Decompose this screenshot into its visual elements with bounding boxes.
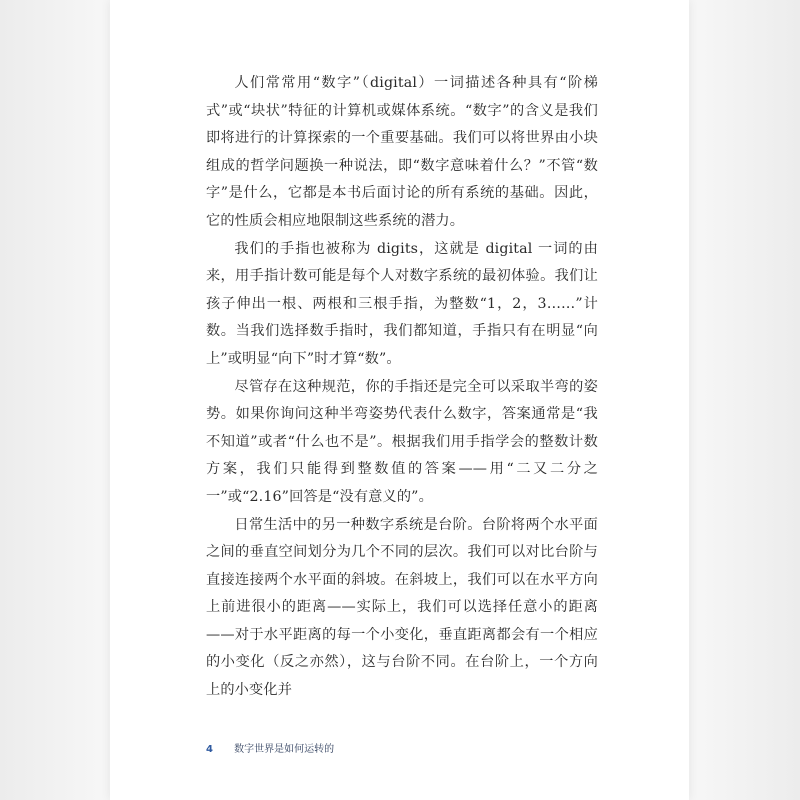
running-title: 数字世界是如何运转的 [234,744,335,755]
paragraph-2: 我们的手指也被称为 digits，这就是 digital 一词的由来，用手指计数可能是每个人对数字系统的最初体验。我们让孩子伸出一根、两根和三根手指，为整数“1，2，3……”计数。当我们选择数手指时，我们都知道，手指只有在明显“向上”或明显“向下”时才算“数”。 [206,240,598,367]
paragraph-4: 日常生活中的另一种数字系统是台阶。台阶将两个水平面之间的垂直空间划分为几个不同的层次。我们可以对比台阶与直接连接两个水平面的斜坡。在斜坡上，我们可以在水平方向上前进很小的距离——实际上，我们可以选择任意小的距离——对于水平距离的每一个小变化，垂直距离都会有一个相应的小变化（反之亦然），这与台阶不同。在台阶上，一个方向上的小变化并 [206,516,598,699]
paragraph-3: 尽管存在这种规范，你的手指还是完全可以采取半弯的姿势。如果你询问这种半弯姿势代表什么数字，答案通常是“我不知道”或者“什么也不是”。根据我们用手指学会的整数计数方案，我们只能得到整数值的答案——用“二又二分之一”或“2.16”回答是“没有意义的”。 [206,378,598,505]
paragraph-1: 人们常常用“数字”（digital）一词描述各种具有“阶梯式”或“块状”特征的计算机或媒体系统。“数字”的含义是我们即将进行的计算探索的一个重要基础。我们可以将世界由小块组成的哲学问题换一种说法，即“数字意味着什么？”不管“数字”是什么，它都是本书后面讨论的所有系统的基础。因此，它的性质会相应地限制这些系统的潜力。 [206,75,598,229]
page-footer [206,740,334,755]
body-text [206,70,598,705]
page-number: 4 [206,744,213,755]
book-page [110,0,689,800]
